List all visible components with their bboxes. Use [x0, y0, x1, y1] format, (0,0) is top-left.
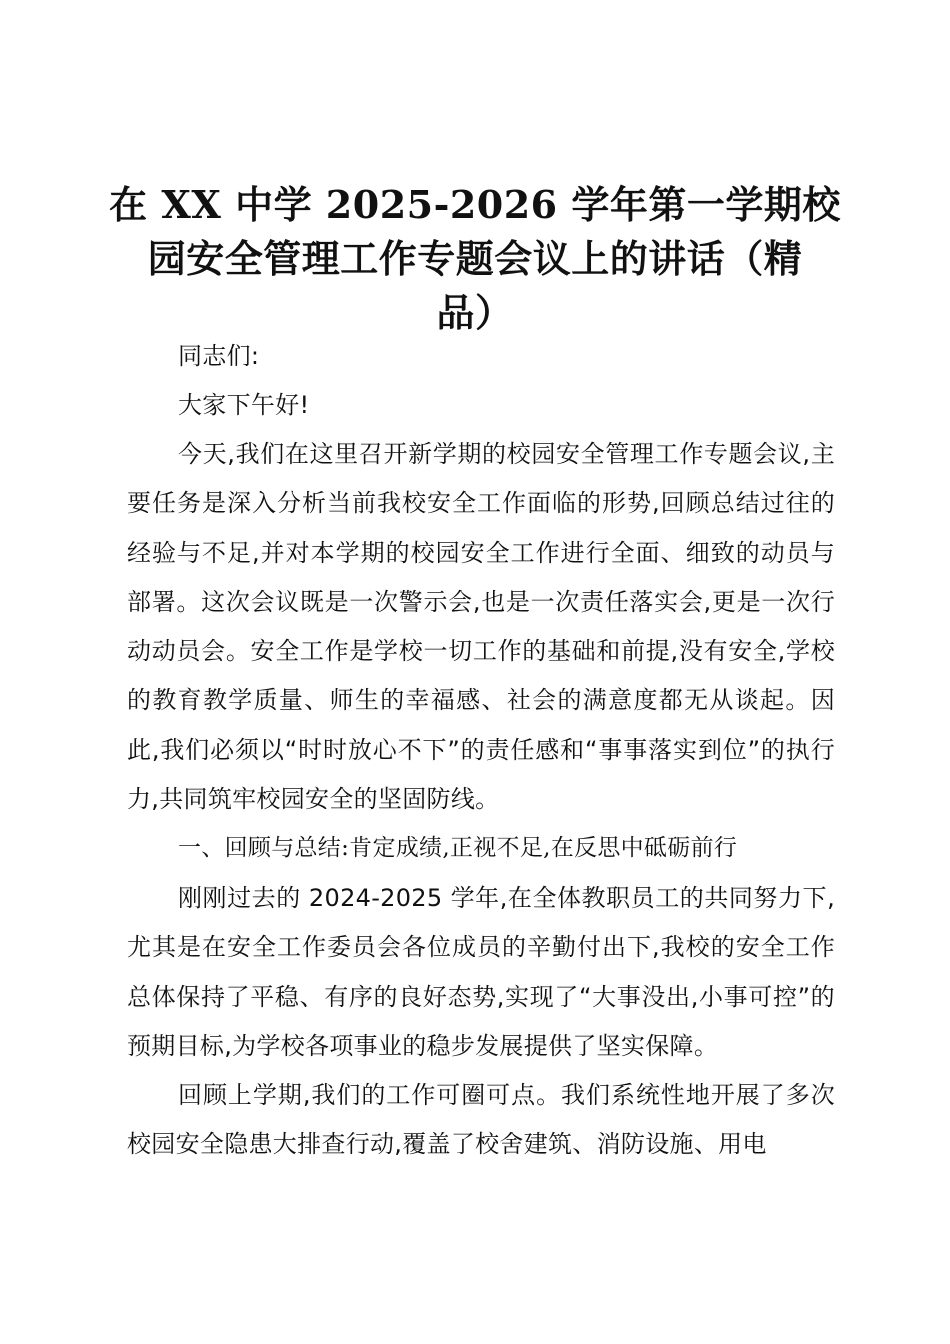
title-line-3: 品） [436, 290, 514, 335]
greeting: 大家下午好! [178, 391, 310, 419]
paragraph-last-term: 回顾上学期,我们的工作可圈可点。我们系统性地开展了多次校园安全隐患大排查行动,覆盖了校舍建筑、消防设施、用电 [127, 1081, 835, 1159]
paragraph-intro: 今天,我们在这里召开新学期的校园安全管理工作专题会议,主要任务是深入分析当前我校安全工作面临的形势,回顾总结过往的经验与不足,并对本学期的校园安全工作进行全面、细致的动员与部署。这次会议既是一次警示会,也是一次责任落实会,更是一次行动动员会。安全工作是学校一切工作的基础和前提,没有安全,学校的教育教学质量、师生的幸福感、社会的满意度都无从谈起。因此,我们必须以“时时放心不下”的责任感和“事事落实到位”的执行力,共同筑牢校园安全的坚固防线。 [127, 440, 835, 814]
salutation: 同志们: [178, 342, 260, 370]
paragraph-review: 刚刚过去的 2024-2025 学年,在全体教职员工的共同努力下,尤其是在安全工作委员会各位成员的辛勤付出下,我校的安全工作总体保持了平稳、有序的良好态势,实现了“大事没出,小事可控”的预期目标,为学校各项事业的稳步发展提供了坚实保障。 [127, 884, 835, 1060]
document-title [100, 178, 850, 340]
section-heading-1: 一、回顾与总结:肯定成绩,正视不足,在反思中砥砺前行 [178, 835, 738, 861]
title-line-2: 园安全管理工作专题会议上的讲话（精 [147, 236, 803, 281]
title-line-1: 在 XX 中学 2025-2026 学年第一学期校 [109, 182, 841, 227]
